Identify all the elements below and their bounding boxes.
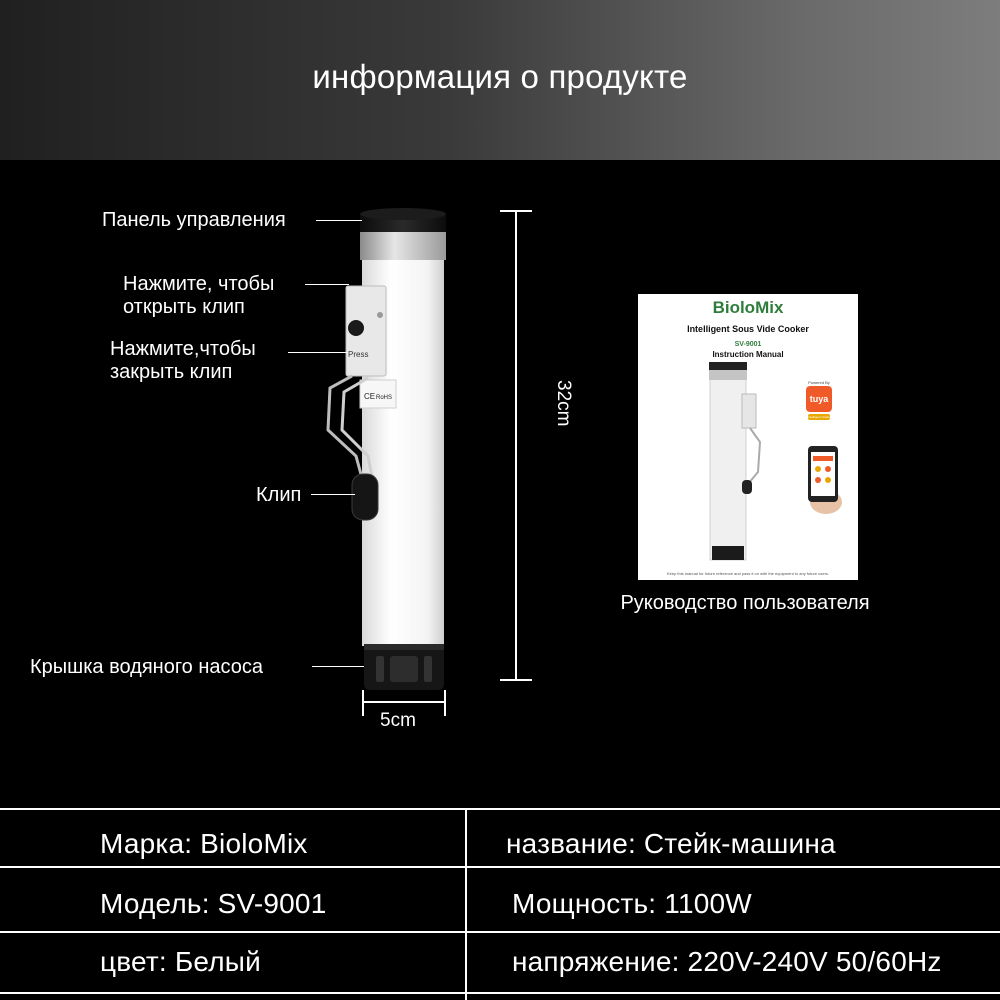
label-press-open-line2: открыть клип	[123, 296, 245, 318]
specs-divider	[0, 866, 1000, 868]
specs-divider	[0, 808, 1000, 810]
leader-clip	[311, 494, 355, 495]
metal-ring	[360, 232, 446, 260]
leader-control-panel	[316, 220, 362, 221]
press-text: Press	[348, 350, 369, 359]
spec-color: цвет: Белый	[100, 946, 261, 977]
specs-table	[0, 808, 1000, 1000]
spec-brand: Марка: BioloMix	[100, 828, 308, 859]
clip-button	[348, 320, 364, 336]
manual-subtitle: Intelligent Sous Vide Cooker	[687, 324, 809, 334]
clip-grip	[352, 474, 378, 520]
label-press-open-line1: Нажмите, чтобы	[123, 273, 275, 295]
leader-pump-cover	[312, 666, 364, 667]
specs-column-divider	[465, 808, 467, 1000]
leader-press-open	[305, 284, 349, 285]
tuya-powered-by: Powered By	[808, 380, 830, 385]
svg-text:CE: CE	[364, 392, 376, 401]
manual-device-image	[638, 294, 858, 580]
page-title: информация о продукте	[312, 58, 688, 95]
label-press-close-line2: закрыть клип	[110, 361, 233, 383]
spec-name: название: Стейк-машина	[506, 828, 836, 859]
spec-model: Модель: SV-9001	[100, 888, 327, 919]
leader-press-close	[288, 352, 348, 353]
height-dimension-label: 32cm	[553, 380, 574, 427]
manual-model: SV-9001	[734, 341, 762, 348]
label-pump-cover: Крышка водяного насоса	[30, 656, 263, 678]
tuya-badge: Intelligent Grade	[808, 415, 831, 419]
specs-divider	[0, 992, 1000, 994]
label-control-panel: Панель управления	[102, 209, 286, 231]
spec-power: Мощность: 1100W	[512, 888, 752, 919]
tuya-icon: tuya	[806, 386, 832, 412]
manual-footer: Keep this manual for future reference and pass it on with the equipment to any future users.	[666, 571, 830, 576]
manual-brand: BioloMix	[712, 298, 784, 317]
label-clip: Клип	[256, 484, 302, 506]
manual-doc-type: Instruction Manual	[712, 350, 784, 359]
manual-caption: Руководство пользователя	[620, 592, 870, 614]
label-press-close-line1: Нажмите,чтобы	[110, 338, 256, 360]
spec-voltage: напряжение: 220V-240V 50/60Hz	[512, 946, 942, 977]
instruction-manual-cover	[638, 294, 858, 580]
svg-text:RoHS: RoHS	[376, 395, 393, 401]
tuya-logo	[802, 380, 836, 424]
width-dimension-label: 5cm	[380, 710, 416, 731]
specs-divider	[0, 931, 1000, 933]
